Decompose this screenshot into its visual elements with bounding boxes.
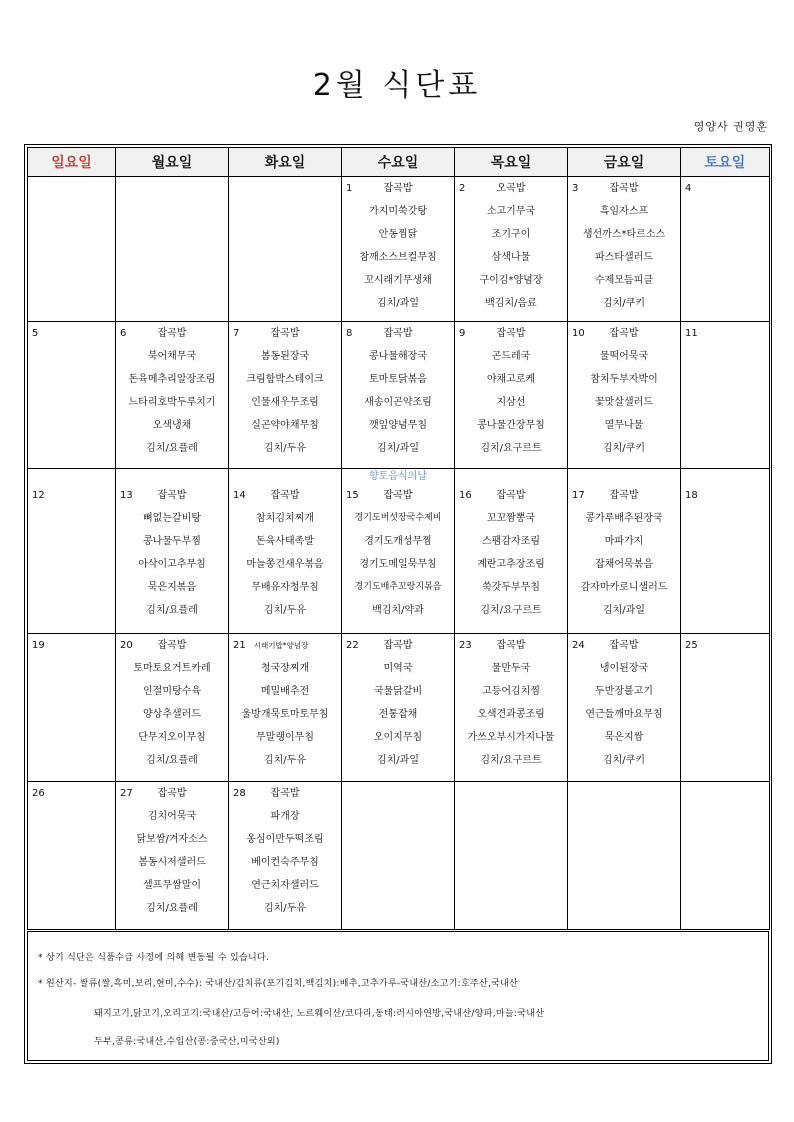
day-content bbox=[455, 469, 567, 622]
day-cell bbox=[28, 634, 116, 782]
day-header-line bbox=[455, 322, 567, 345]
menu-item: 봄동된장국 bbox=[260, 351, 310, 362]
day-cell bbox=[116, 469, 229, 634]
day-number: 12 bbox=[32, 490, 45, 501]
menu-item: 흑임자스프 bbox=[599, 206, 649, 217]
day-cell bbox=[681, 177, 770, 322]
menu-rice-item: 시래기밥*양념장 bbox=[253, 641, 309, 650]
day-number: 26 bbox=[32, 788, 45, 799]
menu-frame bbox=[24, 144, 772, 1064]
menu-item: 뼈없는갈비탕 bbox=[143, 513, 201, 524]
day-number: 7 bbox=[233, 328, 240, 339]
menu-item: 냉이된장국 bbox=[599, 663, 649, 674]
day-number: 17 bbox=[572, 490, 585, 501]
day-number bbox=[681, 782, 769, 805]
menu-item: 김치/요구르트 bbox=[480, 755, 542, 766]
page-title: 2월 식단표 bbox=[312, 68, 482, 103]
day-header-line bbox=[342, 634, 454, 657]
menu-item: 김치/쿠키 bbox=[602, 443, 645, 454]
day-number: 11 bbox=[685, 328, 698, 339]
menu-item: 인물새우무조림 bbox=[251, 397, 319, 408]
day-content bbox=[116, 322, 228, 460]
menu-item: 물떡어묵국 bbox=[599, 351, 649, 362]
menu-item: 콩가루배추된장국 bbox=[585, 513, 663, 524]
day-content bbox=[28, 634, 115, 657]
day-cell bbox=[681, 469, 770, 634]
weekday-header-sunday: 일요일 bbox=[28, 148, 116, 177]
menu-item: 실곤약야채무침 bbox=[251, 420, 319, 431]
menu-rice-item: 잡곡밥 bbox=[157, 788, 187, 799]
menu-item: 돈육사태족발 bbox=[256, 536, 314, 547]
menu-item: 울방개묵토마토무침 bbox=[241, 709, 329, 720]
menu-item: 돈육메추리알장조림 bbox=[128, 374, 216, 385]
spacer bbox=[568, 469, 680, 484]
day-header-line bbox=[116, 484, 228, 507]
spacer bbox=[455, 469, 567, 484]
menu-rice-item: 잡곡밥 bbox=[609, 183, 639, 194]
day-number bbox=[116, 177, 228, 200]
day-cell bbox=[229, 634, 342, 782]
day-content bbox=[342, 177, 454, 315]
menu-rice-item: 잡곡밥 bbox=[496, 328, 526, 339]
menu-calendar-table bbox=[27, 147, 770, 930]
day-number bbox=[229, 177, 341, 200]
day-number bbox=[568, 782, 680, 805]
day-number: 19 bbox=[32, 640, 45, 651]
day-content bbox=[455, 177, 567, 315]
menu-rice-item: 잡곡밥 bbox=[609, 640, 639, 651]
day-content bbox=[455, 322, 567, 460]
menu-item: 야채고로케 bbox=[486, 374, 536, 385]
day-header-line bbox=[342, 484, 454, 507]
menu-item: 김치/요구르트 bbox=[480, 443, 542, 454]
day-cell bbox=[116, 322, 229, 469]
menu-item: 김치/요구르트 bbox=[480, 605, 542, 616]
menu-item: 김치/과일 bbox=[376, 443, 419, 454]
day-number: 23 bbox=[459, 640, 472, 651]
day-cell bbox=[28, 782, 116, 930]
day-cell bbox=[342, 177, 455, 322]
day-number: 20 bbox=[120, 640, 133, 651]
menu-item: 인절미탕수육 bbox=[143, 686, 201, 697]
menu-item: 꽃맛살샐러드 bbox=[595, 397, 653, 408]
menu-item: 꼬시래기무생채 bbox=[364, 275, 432, 286]
menu-item: 가쓰오부시가지나물 bbox=[467, 732, 555, 743]
day-cell bbox=[568, 634, 681, 782]
day-number: 8 bbox=[346, 328, 353, 339]
menu-item: 김치/쿠키 bbox=[602, 755, 645, 766]
note-line: * 상기 식단은 식품수급 사정에 의해 변동될 수 있습니다. bbox=[38, 953, 270, 963]
note-line: * 원산지- 쌀류(쌀,흑미,보리,현미,수수): 국내산/김치류(포기김치,백김치):배추,고추가루-국내산/소고기:호주산,국내산 bbox=[38, 979, 519, 989]
spacer bbox=[28, 469, 115, 484]
day-number: 27 bbox=[120, 788, 133, 799]
day-number bbox=[455, 782, 567, 805]
day-number: 4 bbox=[685, 183, 692, 194]
menu-item: 토마토닭볶음 bbox=[369, 374, 427, 385]
day-content bbox=[229, 322, 341, 460]
menu-rice-item: 잡곡밥 bbox=[609, 490, 639, 501]
menu-item: 오색냉채 bbox=[152, 420, 192, 431]
day-cell bbox=[342, 322, 455, 469]
menu-item: 두반장불고기 bbox=[595, 686, 653, 697]
menu-rice-item: 잡곡밥 bbox=[383, 183, 413, 194]
spacer bbox=[116, 469, 228, 484]
weekday-header-friday: 금요일 bbox=[568, 148, 681, 177]
menu-item: 김치/두유 bbox=[263, 903, 306, 914]
day-cell bbox=[568, 782, 681, 930]
day-content bbox=[681, 322, 769, 345]
day-header-line bbox=[568, 484, 680, 507]
week-row bbox=[28, 782, 770, 930]
menu-item: 콩나물두부찜 bbox=[143, 536, 201, 547]
menu-item: 옹심이만두떡조림 bbox=[246, 834, 324, 845]
menu-item: 김치/요플레 bbox=[146, 755, 198, 766]
menu-item: 콩나물해장국 bbox=[369, 351, 427, 362]
day-number: 15 bbox=[346, 490, 359, 501]
day-number: 21 bbox=[233, 640, 246, 651]
menu-item: 가지미쑥갓탕 bbox=[369, 206, 427, 217]
menu-item: 고등어김치찜 bbox=[482, 686, 540, 697]
day-content bbox=[342, 469, 454, 622]
day-header-line bbox=[229, 782, 341, 805]
day-cell bbox=[455, 322, 568, 469]
day-header-line bbox=[455, 177, 567, 200]
weekday-header-monday: 월요일 bbox=[116, 148, 229, 177]
day-content bbox=[455, 634, 567, 772]
menu-item: 새송이곤약조림 bbox=[364, 397, 432, 408]
day-content bbox=[28, 322, 115, 345]
day-cell bbox=[568, 322, 681, 469]
menu-item: 소고기무국 bbox=[486, 206, 536, 217]
weekday-header-row bbox=[28, 148, 770, 177]
week-row bbox=[28, 469, 770, 634]
day-number: 16 bbox=[459, 490, 472, 501]
menu-item: 연근치자샐러드 bbox=[251, 880, 319, 891]
menu-item: 김치/두유 bbox=[263, 443, 306, 454]
day-number: 6 bbox=[120, 328, 127, 339]
day-content bbox=[28, 782, 115, 805]
menu-item: 감자마카로니샐러드 bbox=[580, 582, 668, 593]
weekday-header-tuesday: 화요일 bbox=[229, 148, 342, 177]
menu-item: 연근들깨마요무침 bbox=[585, 709, 663, 720]
day-header-line bbox=[455, 484, 567, 507]
weekday-header-saturday: 토요일 bbox=[681, 148, 770, 177]
day-number: 28 bbox=[233, 788, 246, 799]
menu-item: 깻잎양념무침 bbox=[369, 420, 427, 431]
day-content bbox=[681, 782, 769, 805]
day-cell bbox=[455, 177, 568, 322]
dietitian-name: 영양사 권영훈 bbox=[693, 120, 768, 133]
day-content bbox=[455, 782, 567, 805]
menu-item: 무말랭이무침 bbox=[256, 732, 314, 743]
menu-rice-item: 잡곡밥 bbox=[383, 328, 413, 339]
menu-item: 파개장 bbox=[270, 811, 300, 822]
menu-item: 구이김*양념장 bbox=[479, 275, 543, 286]
menu-item: 수제모듬피클 bbox=[595, 275, 653, 286]
menu-item: 오색견과콩조림 bbox=[477, 709, 545, 720]
menu-item: 꼬꼬짬뽕국 bbox=[486, 513, 536, 524]
menu-item: 참깨소스브컬무침 bbox=[359, 252, 437, 263]
day-cell bbox=[342, 782, 455, 930]
day-cell bbox=[455, 469, 568, 634]
menu-item: 김치/쿠키 bbox=[602, 298, 645, 309]
day-number: 3 bbox=[572, 183, 579, 194]
day-header-line bbox=[568, 177, 680, 200]
menu-item: 경기도개성무찜 bbox=[364, 536, 432, 547]
day-content bbox=[342, 634, 454, 772]
day-number: 1 bbox=[346, 183, 353, 194]
menu-item: 김치/과일 bbox=[376, 755, 419, 766]
menu-item: 북어채무국 bbox=[147, 351, 197, 362]
day-content bbox=[116, 634, 228, 772]
day-header-line bbox=[229, 484, 341, 507]
menu-item: 아삭이고추무침 bbox=[138, 559, 206, 570]
menu-item: 안동찜닭 bbox=[378, 229, 418, 240]
day-number: 18 bbox=[685, 490, 698, 501]
day-number: 5 bbox=[32, 328, 39, 339]
day-content bbox=[568, 322, 680, 460]
day-cell bbox=[116, 177, 229, 322]
menu-item: 경기도메일묵무침 bbox=[359, 559, 437, 570]
menu-item: 김치어묵국 bbox=[147, 811, 197, 822]
menu-item: 조기구이 bbox=[491, 229, 531, 240]
day-content bbox=[229, 782, 341, 920]
day-content bbox=[116, 782, 228, 920]
menu-item: 열무나물 bbox=[604, 420, 644, 431]
menu-item: 백김치/약과 bbox=[372, 605, 424, 616]
day-cell bbox=[28, 322, 116, 469]
menu-rice-item: 잡곡밥 bbox=[496, 490, 526, 501]
menu-item: 양상추샐러드 bbox=[143, 709, 201, 720]
menu-rice-item: 잡곡밥 bbox=[270, 490, 300, 501]
week-row bbox=[28, 177, 770, 322]
day-cell bbox=[568, 177, 681, 322]
day-number: 14 bbox=[233, 490, 246, 501]
menu-rice-item: 잡곡밥 bbox=[383, 490, 413, 501]
local-food-day-note: 향토음식의날 bbox=[369, 471, 427, 482]
day-cell bbox=[28, 177, 116, 322]
day-number: 10 bbox=[572, 328, 585, 339]
menu-item: 생선까스*타르소스 bbox=[582, 229, 666, 240]
menu-rice-item: 잡곡밥 bbox=[609, 328, 639, 339]
menu-item: 김치/요플레 bbox=[146, 605, 198, 616]
day-header-line bbox=[342, 322, 454, 345]
menu-rice-item: 잡곡밥 bbox=[157, 640, 187, 651]
day-cell bbox=[28, 469, 116, 634]
menu-item: 마늘쫑건새우볶음 bbox=[246, 559, 324, 570]
menu-item: 봄동시저샐러드 bbox=[138, 857, 206, 868]
day-number: 22 bbox=[346, 640, 359, 651]
week-row bbox=[28, 634, 770, 782]
menu-item: 삼색나물 bbox=[491, 252, 531, 263]
day-content bbox=[342, 782, 454, 805]
day-content bbox=[342, 322, 454, 460]
menu-item: 오이지무침 bbox=[373, 732, 423, 743]
day-cell bbox=[229, 782, 342, 930]
menu-item: 계란고추장조림 bbox=[477, 559, 545, 570]
day-header-line bbox=[116, 322, 228, 345]
menu-item: 청국장찌개 bbox=[260, 663, 310, 674]
menu-item: 미역국 bbox=[383, 663, 413, 674]
day-cell bbox=[681, 782, 770, 930]
day-cell bbox=[681, 322, 770, 469]
menu-item: 잡채어묵볶음 bbox=[595, 559, 653, 570]
day-number: 13 bbox=[120, 490, 133, 501]
menu-item: 경기도배추꼬랑지볶음 bbox=[354, 582, 442, 592]
menu-rice-item: 오곡밥 bbox=[496, 183, 526, 194]
menu-item: 전통잡채 bbox=[378, 709, 418, 720]
menu-item: 김치/과일 bbox=[376, 298, 419, 309]
note-line: 돼지고기,닭고기,오리고기:국내산/고등어:국내산, 노르웨이산/코다리,동태:러시아연방,국내산/양파,마늘:국내산 bbox=[94, 1009, 545, 1019]
menu-item: 곤드레국 bbox=[491, 351, 531, 362]
weekday-header-thursday: 목요일 bbox=[455, 148, 568, 177]
day-header-line bbox=[342, 177, 454, 200]
day-content bbox=[116, 177, 228, 200]
day-number bbox=[342, 782, 454, 805]
day-cell bbox=[342, 469, 455, 634]
week-row bbox=[28, 322, 770, 469]
day-cell bbox=[342, 634, 455, 782]
spacer bbox=[681, 469, 769, 484]
menu-item: 참치두부자박이 bbox=[590, 374, 658, 385]
day-header-line bbox=[568, 322, 680, 345]
day-content bbox=[568, 469, 680, 622]
menu-item: 닭보쌈/겨자소스 bbox=[136, 834, 208, 845]
menu-rice-item: 잡곡밥 bbox=[383, 640, 413, 651]
day-content bbox=[568, 782, 680, 805]
notes-box bbox=[27, 931, 769, 1061]
menu-item: 느타리호박두루치기 bbox=[128, 397, 216, 408]
menu-item: 단무지오이무침 bbox=[138, 732, 206, 743]
day-cell bbox=[681, 634, 770, 782]
day-content bbox=[116, 469, 228, 622]
menu-rice-item: 잡곡밥 bbox=[496, 640, 526, 651]
day-cell bbox=[116, 634, 229, 782]
day-header-line bbox=[455, 634, 567, 657]
day-cell bbox=[455, 634, 568, 782]
day-content bbox=[229, 634, 341, 772]
menu-item: 물만두국 bbox=[491, 663, 531, 674]
menu-item: 경기도버섯장국수제비 bbox=[354, 513, 442, 523]
menu-item: 김치/요플레 bbox=[146, 443, 198, 454]
menu-item: 김치/두유 bbox=[263, 605, 306, 616]
day-number: 24 bbox=[572, 640, 585, 651]
menu-rice-item: 잡곡밥 bbox=[270, 328, 300, 339]
menu-item: 김치/두유 bbox=[263, 755, 306, 766]
day-cell bbox=[229, 322, 342, 469]
day-content bbox=[681, 177, 769, 200]
day-number: 25 bbox=[685, 640, 698, 651]
menu-item: 참치김치찌개 bbox=[256, 513, 314, 524]
menu-rice-item: 잡곡밥 bbox=[157, 490, 187, 501]
day-content bbox=[28, 177, 115, 200]
menu-item: 셀프무쌈말이 bbox=[143, 880, 201, 891]
day-cell bbox=[229, 177, 342, 322]
weekday-header-wednesday: 수요일 bbox=[342, 148, 455, 177]
menu-item: 콩나물간장무침 bbox=[477, 420, 545, 431]
spacer bbox=[229, 469, 341, 484]
day-content bbox=[681, 469, 769, 507]
day-cell bbox=[568, 469, 681, 634]
menu-item: 토마토요거트카레 bbox=[133, 663, 211, 674]
menu-item: 묵은지쌈 bbox=[604, 732, 644, 743]
menu-item: 스팸감자조림 bbox=[482, 536, 540, 547]
menu-item: 국물닭갈비 bbox=[373, 686, 423, 697]
day-header-line bbox=[116, 782, 228, 805]
menu-item: 크림함박스테이크 bbox=[246, 374, 324, 385]
day-content bbox=[28, 469, 115, 507]
menu-item: 메밀배추전 bbox=[260, 686, 310, 697]
day-header-line bbox=[229, 634, 341, 657]
day-content bbox=[568, 634, 680, 772]
day-content bbox=[568, 177, 680, 315]
menu-item: 백김치/음료 bbox=[485, 298, 537, 309]
menu-item: 무배유자청무침 bbox=[251, 582, 319, 593]
note-line: 두부,콩류:국내산,수입산(콩:중국산,미국산외) bbox=[94, 1037, 280, 1047]
menu-item: 마파가지 bbox=[604, 536, 644, 547]
day-header-line bbox=[229, 322, 341, 345]
menu-item: 베이컨숙주무침 bbox=[251, 857, 319, 868]
menu-item: 쑥갓두부무침 bbox=[482, 582, 540, 593]
day-cell bbox=[116, 782, 229, 930]
day-content bbox=[681, 634, 769, 657]
menu-item: 김치/과일 bbox=[602, 605, 645, 616]
day-header-line bbox=[116, 634, 228, 657]
day-cell bbox=[229, 469, 342, 634]
menu-item: 묵은지볶음 bbox=[147, 582, 197, 593]
day-content bbox=[229, 469, 341, 622]
day-header-line bbox=[568, 634, 680, 657]
day-number: 2 bbox=[459, 183, 466, 194]
day-number bbox=[28, 177, 115, 200]
menu-item: 파스타샐러드 bbox=[595, 252, 653, 263]
day-content bbox=[229, 177, 341, 200]
menu-item: 김치/요플레 bbox=[146, 903, 198, 914]
menu-rice-item: 잡곡밥 bbox=[157, 328, 187, 339]
menu-rice-item: 잡곡밥 bbox=[270, 788, 300, 799]
day-cell bbox=[455, 782, 568, 930]
menu-item: 지삼선 bbox=[496, 397, 526, 408]
day-number: 9 bbox=[459, 328, 466, 339]
